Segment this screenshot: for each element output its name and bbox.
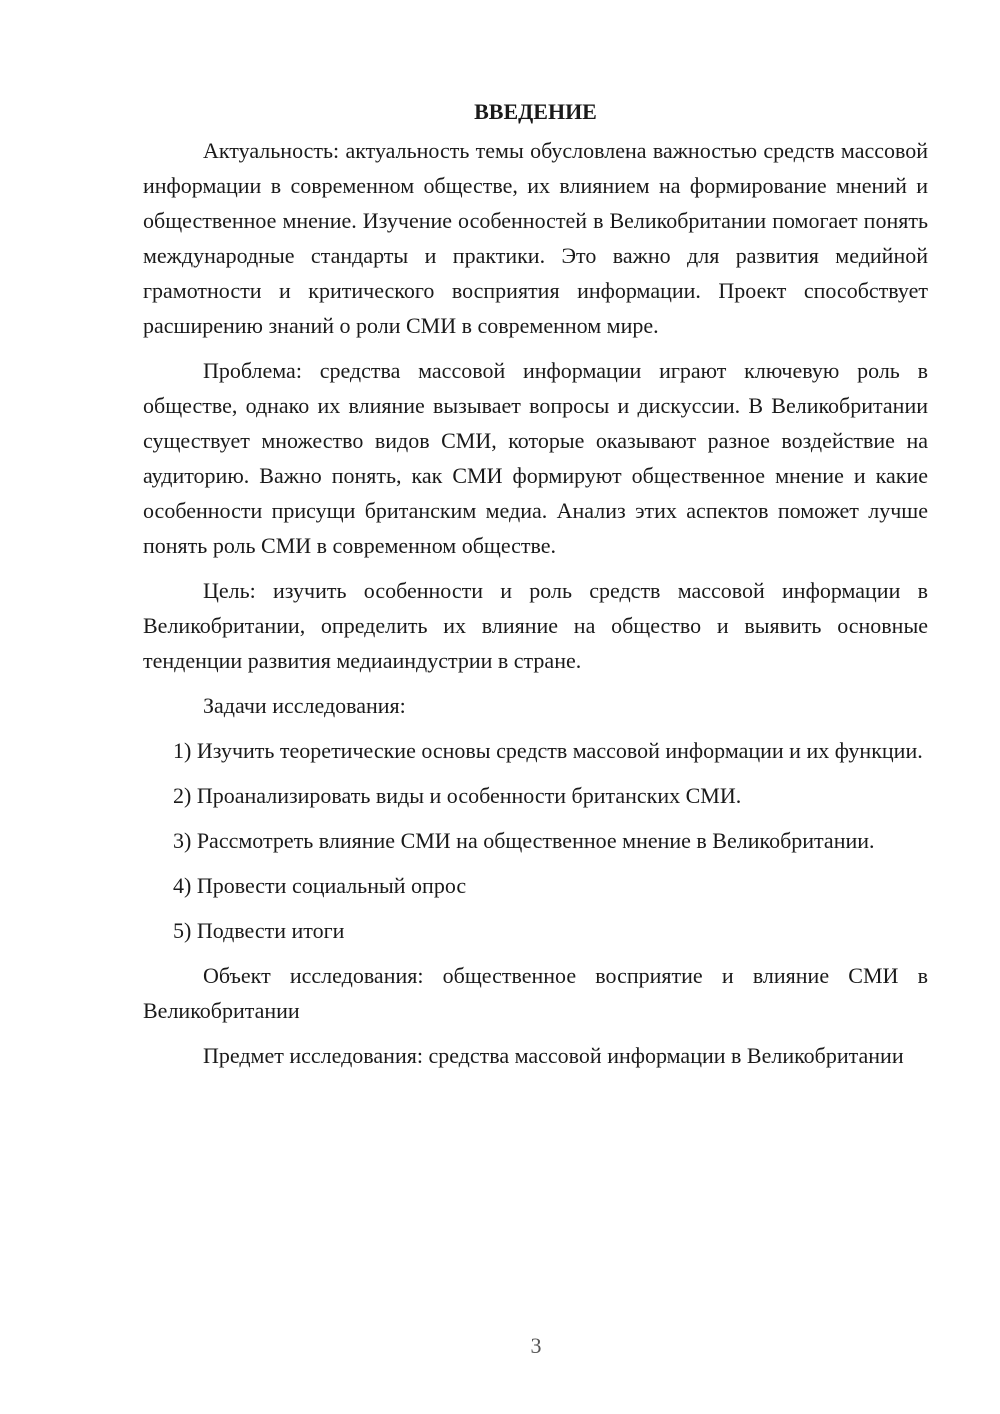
task-item: 2) Проанализировать виды и особенности британских СМИ.: [173, 783, 742, 808]
page-number: 3: [530, 1333, 542, 1358]
page-content: [143, 94, 928, 1083]
task-item: 3) Рассмотреть влияние СМИ на общественное мнение в Великобритании.: [173, 828, 875, 853]
relevance-paragraph: Актуальность: актуальность темы обусловлена важностью средств массовой информации в современном обществе, их влиянием на формирование мнений и общественное мнение. Изучение особенностей в Великобритании помогает понять международные стандарты и практики. Это важно для развития медийной грамотности и критического восприятия информации. Проект способствует расширению знаний о роли СМИ в современном мире.: [143, 138, 928, 338]
task-item: 4) Провести социальный опрос: [173, 873, 467, 898]
research-subject-paragraph: Предмет исследования: средства массовой информации в Великобритании: [203, 1043, 904, 1068]
goal-paragraph: Цель: изучить особенности и роль средств массовой информации в Великобритании, определить их влияние на общество и выявить основные тенденции развития медиаиндустрии в стране.: [143, 578, 928, 673]
problem-paragraph: Проблема: средства массовой информации играют ключевую роль в обществе, однако их влияние вызывает вопросы и дискуссии. В Великобритании существует множество видов СМИ, которые оказывают разное воздействие на аудиторию. Важно понять, как СМИ формируют общественное мнение и какие особенности присущи британским медиа. Анализ этих аспектов поможет лучше понять роль СМИ в современном обществе.: [143, 358, 928, 558]
section-title: ВВЕДЕНИЕ: [474, 99, 597, 124]
task-item: 5) Подвести итоги: [173, 918, 345, 943]
task-item: 1) Изучить теоретические основы средств массовой информации и их функции.: [173, 738, 923, 763]
tasks-heading: Задачи исследования:: [203, 693, 406, 718]
research-object-paragraph: Объект исследования: общественное восприятие и влияние СМИ в Великобритании: [143, 963, 928, 1023]
